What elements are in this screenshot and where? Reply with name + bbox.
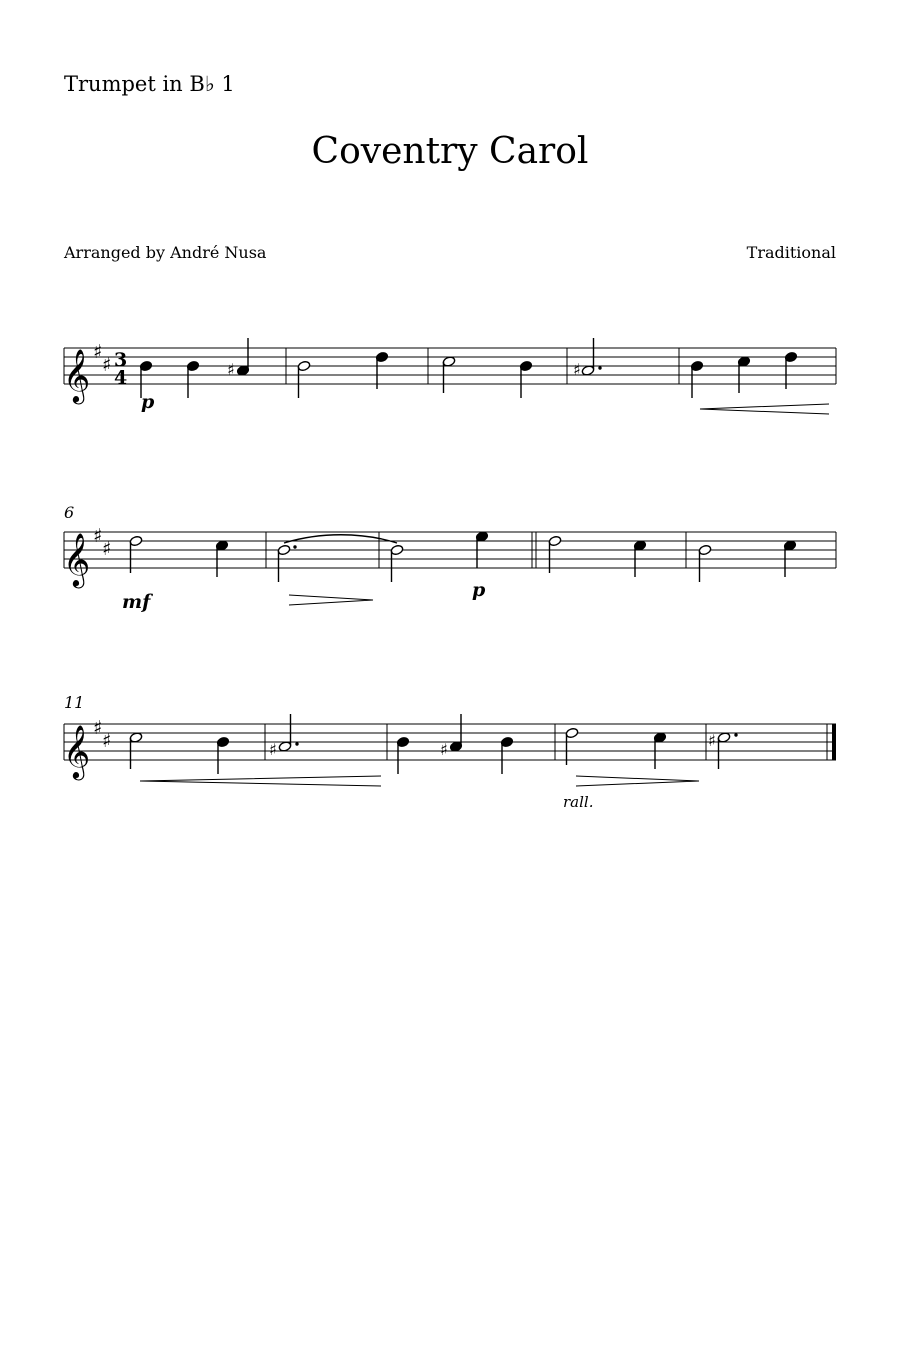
crescendo-hairpin: [140, 776, 381, 786]
arranger-credit: Arranged by André Nusa: [64, 243, 267, 262]
sharp-icon: ♯: [102, 730, 112, 752]
dynamic-marking: p: [141, 391, 155, 413]
treble-clef-icon: 𝄞: [63, 348, 91, 402]
sharp-icon: ♯: [93, 525, 103, 547]
sharp-icon: ♯: [440, 740, 448, 759]
treble-clef-icon: 𝄞: [63, 532, 91, 586]
composer-credit: Traditional: [746, 243, 836, 262]
notes-system-3: [129, 714, 738, 774]
treble-clef-icon: 𝄞: [63, 724, 91, 778]
sharp-icon: ♯: [227, 360, 235, 379]
page-title: Coventry Carol: [311, 131, 589, 172]
staff-system-2: [64, 532, 836, 568]
sharp-icon: ♯: [93, 341, 103, 363]
note: [277, 544, 291, 555]
notes-system-2: [129, 504, 796, 582]
sharp-icon: ♯: [573, 360, 581, 379]
dynamic-marking: mf: [122, 591, 151, 613]
time-signature-numerator: 3: [114, 349, 128, 371]
time-signature-denominator: 4: [114, 367, 128, 389]
note: [698, 544, 712, 555]
note: [390, 544, 404, 555]
rallentando-marking: rall.: [563, 793, 594, 811]
measure-number: 6: [64, 503, 75, 522]
decrescendo-hairpin: [289, 595, 373, 605]
measure-number: 11: [64, 693, 85, 712]
sharp-icon: ♯: [708, 731, 716, 750]
sharp-icon: ♯: [93, 717, 103, 739]
staff-system-3: [64, 724, 836, 760]
note: [548, 535, 562, 546]
note: [565, 727, 579, 738]
sharp-icon: ♯: [269, 740, 277, 759]
sharp-icon: ♯: [102, 538, 112, 560]
note: [129, 535, 143, 546]
decrescendo-hairpin: [576, 776, 699, 786]
part-name: Trumpet in B♭ 1: [64, 72, 235, 96]
notes-system-1: [139, 338, 797, 398]
tie: [284, 535, 397, 543]
final-barline: [832, 724, 836, 760]
crescendo-hairpin: [700, 404, 829, 414]
dynamic-marking: p: [472, 579, 486, 601]
note: [297, 360, 311, 371]
sharp-icon: ♯: [102, 354, 112, 376]
